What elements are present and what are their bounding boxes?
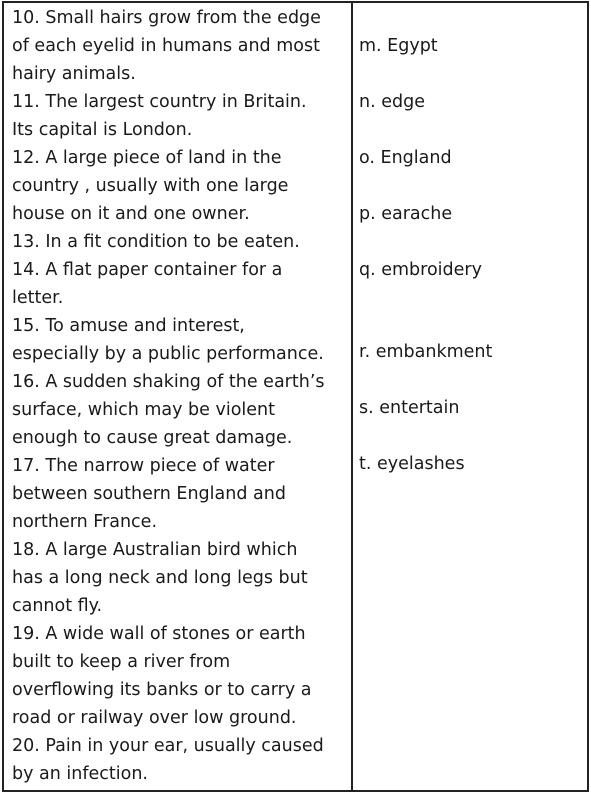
clue-12: 12. A large piece of land in the country , usually with one large house on it and one owner. — [12, 148, 289, 224]
answer-m: m. Egypt — [359, 36, 438, 56]
clue-14: 14. A flat paper container for a letter. — [12, 260, 283, 308]
clue-17: 17. The narrow piece of water between southern England and northern France. — [12, 456, 286, 532]
column-divider — [351, 3, 353, 790]
answer-t: t. eyelashes — [359, 454, 465, 474]
answer-n: n. edge — [359, 92, 425, 112]
clue-16: 16. A sudden shaking of the earth’s surface, which may be violent enough to cause great damage. — [12, 372, 325, 448]
answer-s: s. entertain — [359, 398, 460, 418]
answer-r: r. embankment — [359, 342, 493, 362]
clue-13: 13. In a fit condition to be eaten. — [12, 232, 300, 252]
answer-p: p. earache — [359, 204, 453, 224]
matching-table — [2, 1, 589, 792]
clue-19: 19. A wide wall of stones or earth built to keep a river from overflowing its banks or to carry a road or railway over low ground. — [12, 624, 312, 728]
clue-20: 20. Pain in your ear, usually caused by an infection. — [12, 736, 324, 784]
answer-q: q. embroidery — [359, 260, 482, 280]
clue-15: 15. To amuse and interest, especially by a public performance. — [12, 316, 324, 364]
clue-10: 10. Small hairs grow from the edge of each eyelid in humans and most hairy animals. — [12, 8, 321, 84]
clue-11: 11. The largest country in Britain. Its capital is London. — [12, 92, 307, 140]
answer-o: o. England — [359, 148, 452, 168]
clue-18: 18. A large Australian bird which has a long neck and long legs but cannot fly. — [12, 540, 308, 616]
